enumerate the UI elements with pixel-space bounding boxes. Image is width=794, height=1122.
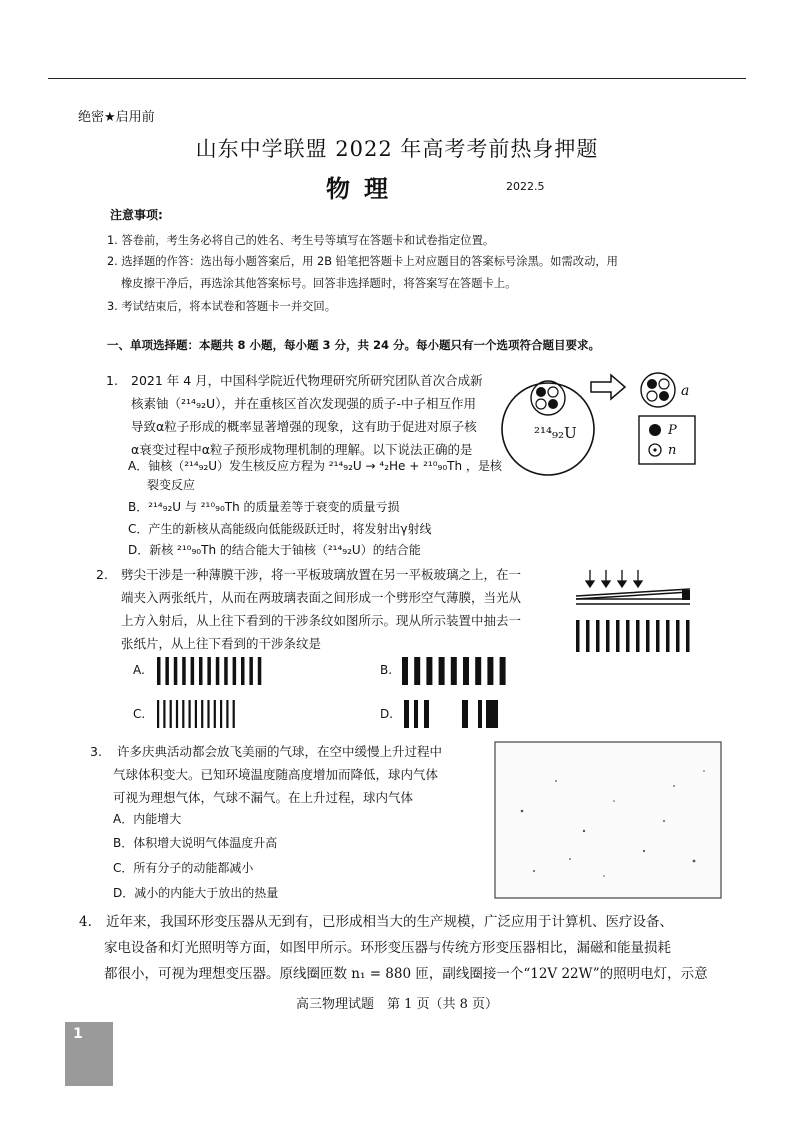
q4-line-3: 都很小，可视为理想变压器。原线圈匝数 n₁ = 880 匝，副线圈接一个“12V 22W”的照明电灯，示意 [104,966,708,982]
fringe-bar [191,657,195,685]
fringe-bar [666,620,670,652]
fringe-bar [182,700,184,728]
notice-heading: 注意事项: [110,208,163,222]
fringe-bar [258,657,262,685]
fringe-bar [165,657,169,685]
q2-option-d-fringes [400,698,510,730]
proton-icon [649,424,661,436]
fringe-bar [414,700,418,728]
fringe-bar [174,657,178,685]
q1-option-a: A．铀核（²¹⁴₉₂U）发生核反应方程为 ²¹⁴₉₂U → ⁴₂He + ²¹⁰₉₀Th ，是核 [128,459,502,473]
q3-option-d: D．减小的内能大于放出的热量 [113,886,279,900]
q1-number: 1. [106,373,118,388]
notice-item-3: 3. 考试结束后，将本试卷和答题卡一并交回。 [107,300,337,313]
q4-number: 4. [79,914,92,930]
top-rule [48,78,746,79]
q1-nucleus-figure [498,370,718,480]
fringe-bar [199,657,203,685]
fringe-bar [170,700,172,728]
svg-text:P: P [668,423,677,438]
q1-line-2: 核素铀（²¹⁴₉₂U），并在重核区首次发现强的质子-中子相互作用 [131,396,476,411]
fringe-bar [207,700,209,728]
q1-option-b: B．²¹⁴₉₂U 与 ²¹⁰₉₀Th 的质量差等于衰变的质量亏损 [128,500,400,514]
q2-line-1: 劈尖干涉是一种薄膜干涉，将一平板玻璃放置在另一平板玻璃之上，在一 [121,567,522,582]
fringe-bar [233,657,237,685]
q3-line-1: 许多庆典活动都会放飞美丽的气球，在空中缓慢上升过程中 [117,744,443,759]
q2-option-c-label: C. [133,707,146,721]
fringe-bar [686,620,690,652]
page-footer: 高三物理试题 第 1 页（共 8 页） [295,997,499,1012]
fringe-bar [226,700,228,728]
fringe-bar [182,657,186,685]
q2-wedge-figure [572,568,697,658]
confidential-mark: 绝密★启用前 [78,110,155,125]
fringe-bar [216,657,220,685]
notice-item-2-cont: 橡皮擦干净后，再选涂其他答案标号。回答非选择题时，将答案写在答题卡上。 [121,277,517,290]
fringe-bar [163,700,165,728]
fringe-bar [636,620,640,652]
q1-line-1: 2021 年 4 月，中国科学院近代物理研究所研究团队首次合成新 [131,373,483,388]
fringe-bar [224,657,228,685]
fringe-bar [439,657,445,685]
fringe-bar [596,620,600,652]
subject-title: 物理 [326,175,402,203]
fringe-bar [606,620,610,652]
exam-date: 2022.5 [506,180,545,193]
fringe-bar [463,657,469,685]
q3-line-3: 可视为理想气体，气球不漏气。在上升过程，球内气体 [113,790,414,805]
fringe-bar [404,700,409,728]
fringe-bar [426,657,432,685]
notice-item-2: 2. 选择题的作答：选出每小题答案后，用 2B 铅笔把答题卡上对应题目的答案标号涂黑。如需改动，用 [107,255,618,268]
fringe-bar [214,700,216,728]
fringe-bar [576,620,580,652]
svg-text:a: a [681,383,690,399]
fringe-bar [176,700,178,728]
fringe-bar [487,657,493,685]
fringe-bar [233,700,235,728]
page-number-badge: 1 [65,1022,113,1086]
fringe-bar [424,700,429,728]
fringe-bar [207,657,211,685]
q2-option-b-fringes [400,655,510,687]
fringe-bar [486,700,494,728]
q4-line-2: 家电设备和灯光照明等方面，如图甲所示。环形变压器与传统方形变压器相比，漏磁和能量损耗 [104,940,671,956]
q1-option-a-cont: 裂变反应 [147,478,196,492]
fringe-bar [220,700,222,728]
fringe-bar [189,700,191,728]
alpha-particle-icon [641,373,675,407]
fringe-bar [157,700,159,728]
q1-line-4: α衰变过程中α粒子预形成物理机制的理解。以下说法正确的是 [131,442,473,457]
fringe-bar [201,700,203,728]
notice-item-1: 1. 答卷前，考生务必将自己的姓名、考生号等填写在答题卡和试卷指定位置。 [107,234,495,247]
fringe-bar [475,657,481,685]
fringe-bar [586,620,590,652]
q2-line-2: 端夹入两张纸片，从而在两玻璃表面之间形成一个劈形空气薄膜，当光从 [121,590,522,605]
fringe-bar [494,700,498,728]
q3-number: 3. [90,744,102,759]
q2-line-4: 张纸片，从上往下看到的干涉条纹是 [121,636,322,651]
fringe-bar [646,620,650,652]
q2-line-3: 上方入射后，从上往下看到的干涉条纹如图所示。现从所示装置中抽去一 [121,613,522,628]
fringe-bar [402,657,408,685]
fringe-bar [241,657,245,685]
q3-option-b: B．体积增大说明气体温度升高 [113,836,278,850]
fringe-bar [500,657,506,685]
fringe-bar [656,620,660,652]
fringe-bar [676,620,680,652]
fringe-bar [451,657,457,685]
fringe-bar [249,657,253,685]
fringe-bar [157,657,161,685]
q1-option-d: D．新核 ²¹⁰₉₀Th 的结合能大于铀核（²¹⁴₉₂U）的结合能 [128,543,421,557]
fringe-bar [478,700,482,728]
q3-option-c: C．所有分子的动能都减小 [113,861,254,875]
q2-option-a-label: A. [133,663,145,677]
fringe-bar [462,700,468,728]
exam-title: 山东中学联盟 2022 年高考考前热身押题 [195,137,599,161]
svg-text:n: n [668,443,677,458]
nucleus-label: ²¹⁴₉₂U [534,424,577,442]
fringe-bar [626,620,630,652]
q3-option-a: A．内能增大 [113,812,182,826]
legend-box [639,416,695,464]
q2-option-b-label: B. [380,663,393,677]
q4-line-1: 近年来，我国环形变压器从无到有，已形成相当大的生产规模，广泛应用于计算机、医疗设备、 [106,914,673,930]
fringe-bar [616,620,620,652]
q2-option-a-fringes [155,655,265,687]
section-heading: 一、单项选择题：本题共 8 小题，每小题 3 分，共 24 分。每小题只有一个选项符合题目要求。 [107,338,601,352]
q2-option-d-label: D. [380,707,394,721]
q3-line-2: 气球体积变大。已知环境温度随高度增加而降低，球内气体 [113,767,439,782]
fringe-bar [414,657,420,685]
q2-number: 2. [96,567,108,582]
q1-option-c: C．产生的新核从高能级向低能级跃迁时，将发射出γ射线 [128,522,432,536]
q1-line-3: 导致α粒子形成的概率显著增强的现象，这有助于促进对原子核 [131,419,477,434]
fringe-bar [195,700,197,728]
q2-option-c-fringes [155,698,265,730]
arrow-right-icon [591,375,625,399]
balloon-photo [494,741,724,901]
